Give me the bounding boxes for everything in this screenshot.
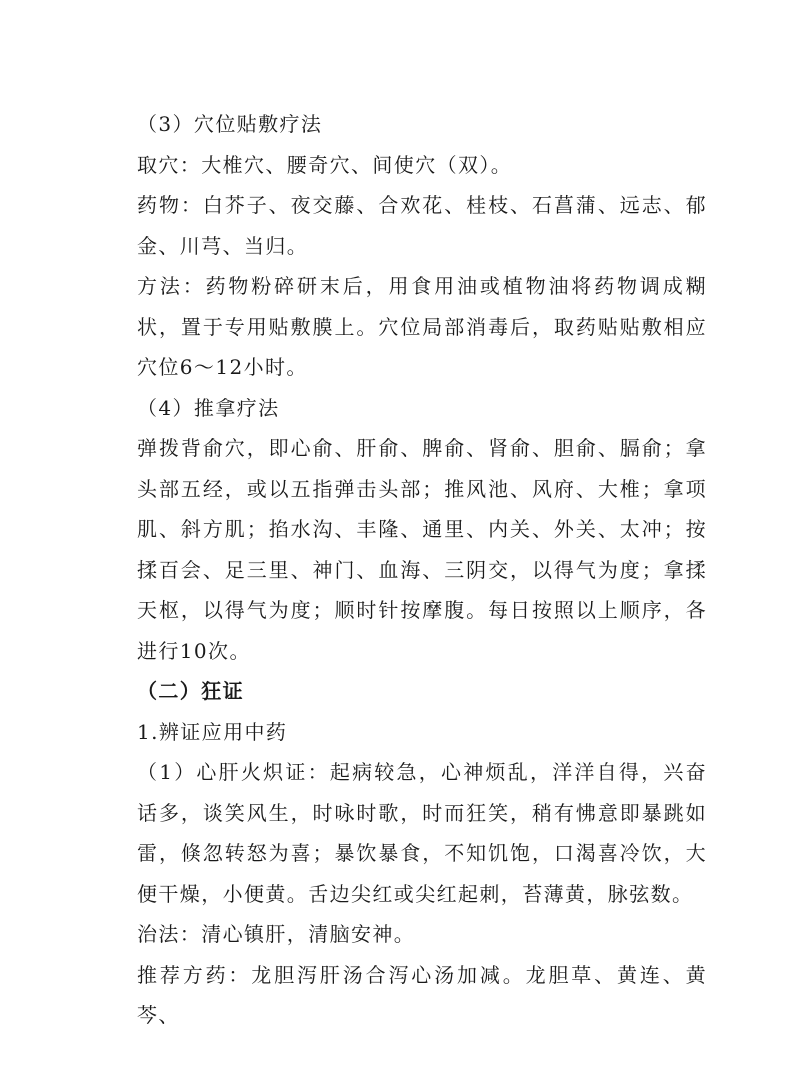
paragraph-massage: 弹拨背俞穴，即心俞、肝俞、脾俞、肾俞、胆俞、膈俞；拿头部五经，或以五指弹击头部；推风池、风府、大椎；拿项肌、斜方肌；掐水沟、丰隆、通里、内关、外关、太冲；按揉百会、足三里、神门、血海、三阴交，以得气为度；拿揉天枢，以得气为度；顺时针按摩腹。每日按照以上顺序，各进行10次。: [137, 436, 707, 663]
paragraph-treatment: 治法：清心镇肝，清脑安神。: [137, 922, 416, 946]
paragraph-medicines: 药物：白芥子、夜交藤、合欢花、桂枝、石菖蒲、远志、郁金、川芎、当归。: [137, 193, 707, 258]
paragraph-recommended-prescription: 推荐方药：龙胆泻肝汤合泻心汤加减。龙胆草、黄连、黄芩、: [137, 962, 707, 1027]
document-body: [137, 104, 707, 1036]
section-heading-acupoint-plaster: （3）穴位贴敷疗法: [137, 112, 323, 136]
chapter-heading-mania: （二）狂证: [137, 679, 244, 703]
paragraph-method: 方法：药物粉碎研末后，用食用油或植物油将药物调成糊状，置于专用贴敷膜上。穴位局部消毒后，取药贴贴敷相应穴位6～12小时。: [137, 274, 707, 379]
section-heading-massage: （4）推拿疗法: [137, 395, 280, 420]
paragraph-acupoints: 取穴：大椎穴、腰奇穴、间使穴（双）。: [137, 152, 513, 177]
subheading-syndrome-medicine: 1.辨证应用中药: [137, 719, 288, 744]
paragraph-heart-liver-fire: （1）心肝火炽证：起病较急，心神烦乱，洋洋自得，兴奋话多，谈笑风生，时咏时歌，时而狂笑，稍有怫意即暴跳如雷，倏忽转怒为喜；暴饮暴食，不知饥饱，口渴喜冷饮，大便干燥，小便黄。舌边尖红或尖红起刺，苔薄黄，脉弦数。: [137, 760, 707, 906]
